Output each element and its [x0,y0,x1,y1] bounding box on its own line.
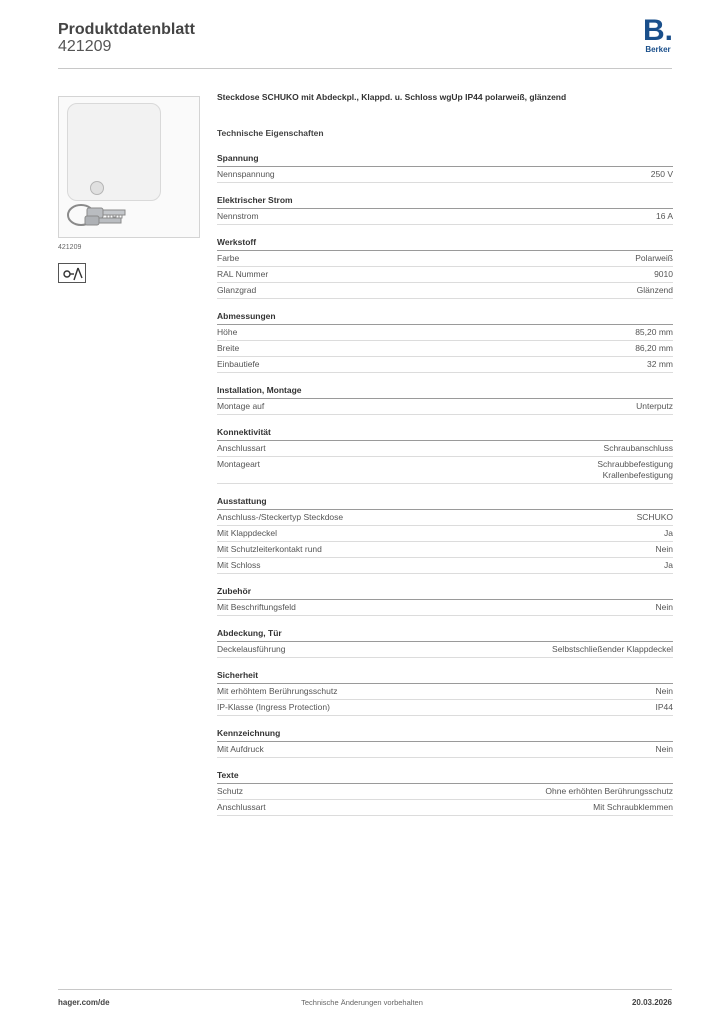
spec-value [647,359,673,370]
spec-row [217,267,673,283]
spec-value-line: 86,20 mm [635,343,673,353]
spec-label: Einbautiefe [217,359,260,369]
spec-value-line: Nein [655,686,673,696]
spec-row [217,357,673,373]
spec-value [635,343,673,354]
spec-label: Anschluss-/Steckertyp Steckdose [217,512,344,522]
spec-value-line: Mit Schraubklemmen [593,802,673,812]
spec-value [656,211,673,222]
spec-value [656,686,673,697]
spec-value [552,644,673,655]
spec-row [217,510,673,526]
section-title: Ausstattung [217,492,673,510]
spec-value [656,544,673,555]
brand-logo [641,14,675,54]
spec-value-line: Ohne erhöhten Berührungsschutz [545,786,673,796]
section-title: Zubehör [217,582,673,600]
spec-value [664,560,673,571]
keys-icon [63,201,133,231]
spec-label: Montage auf [217,401,265,411]
footer-disclaimer: Technische Änderungen vorbehalten [301,998,423,1007]
spec-value-line: Glänzend [636,285,673,295]
spec-value-line: 250 V [650,169,673,179]
spec-row [217,441,673,457]
section-title: Kennzeichnung [217,724,673,742]
spec-value [597,459,673,481]
spec-value-line: 85,20 mm [635,327,673,337]
spec-label: Glanzgrad [217,285,257,295]
spec-row [217,167,673,183]
spec-section [217,233,673,299]
tech-properties-heading: Technische Eigenschaften [217,128,324,138]
spec-section [217,191,673,225]
spec-row [217,600,673,616]
spec-value-line: SCHUKO [636,512,673,522]
spec-value-line: Selbstschließender Klappdeckel [552,644,673,654]
page-title: Produktdatenblatt [58,21,195,38]
spec-label: Mit Klappdeckel [217,528,278,538]
spec-section [217,149,673,183]
spec-value [637,285,673,296]
spec-value-line: Krallenbefestigung [602,470,673,480]
spec-label: Mit Schloss [217,560,261,570]
spec-section [217,624,673,658]
spec-value-line: Schraubbefestigung [597,459,673,469]
spec-row [217,209,673,225]
spec-label: Montageart [217,459,260,469]
footer-website: hager.com/de [58,998,110,1007]
key-lock-icon [58,263,86,283]
spec-row [217,700,673,716]
spec-value [654,269,673,280]
section-title: Werkstoff [217,233,673,251]
spec-row [217,642,673,658]
section-title: Elektrischer Strom [217,191,673,209]
section-title: Abdeckung, Tür [217,624,673,642]
spec-value-line: 9010 [654,269,673,279]
header-divider [58,68,672,69]
spec-label: Höhe [217,327,238,337]
spec-value [656,702,674,713]
spec-row [217,742,673,758]
spec-section [217,582,673,616]
spec-row [217,325,673,341]
spec-value [636,401,673,412]
product-number: 421209 [58,38,112,55]
keyhole-icon [90,181,104,195]
spec-label: Anschlussart [217,802,266,812]
spec-sections [217,149,673,816]
spec-value [545,786,673,797]
spec-row [217,800,673,816]
spec-section [217,666,673,716]
spec-value [635,327,673,338]
spec-section [217,307,673,373]
spec-row [217,784,673,800]
spec-value-line: 16 A [655,211,673,221]
spec-value-line: Schraubanschluss [603,443,673,453]
spec-label: Mit Beschriftungsfeld [217,602,296,612]
spec-label: Nennspannung [217,169,275,179]
spec-row [217,457,673,484]
spec-value-line: IP44 [655,702,673,712]
spec-row [217,542,673,558]
product-image [58,96,200,238]
spec-row [217,283,673,299]
spec-value [635,253,673,264]
spec-label: IP-Klasse (Ingress Protection) [217,702,330,712]
spec-value [656,602,673,613]
spec-label: Farbe [217,253,240,263]
spec-row [217,526,673,542]
spec-value-line: Nein [655,744,673,754]
spec-section [217,724,673,758]
spec-label: Mit Aufdruck [217,744,264,754]
spec-value [656,744,673,755]
spec-value [664,528,673,539]
spec-value [593,802,673,813]
spec-value-line: Unterputz [636,401,673,411]
footer-divider [58,989,672,990]
section-title: Texte [217,766,673,784]
spec-section [217,492,673,574]
section-title: Abmessungen [217,307,673,325]
spec-label: Mit Schutzleiterkontakt rund [217,544,322,554]
section-title: Sicherheit [217,666,673,684]
spec-value-line: Nein [655,544,673,554]
section-title: Spannung [217,149,673,167]
spec-row [217,684,673,700]
spec-value-line: Ja [664,560,673,570]
spec-label: Breite [217,343,240,353]
spec-section [217,381,673,415]
spec-label: Schutz [217,786,243,796]
spec-label: RAL Nummer [217,269,269,279]
spec-value-line: Nein [655,602,673,612]
product-description: Steckdose SCHUKO mit Abdeckpl., Klappd. u. Schloss wgUp IP44 polarweiß, glänzend [217,92,567,102]
spec-row [217,399,673,415]
spec-row [217,341,673,357]
spec-label: Nennstrom [217,211,259,221]
spec-label: Anschlussart [217,443,266,453]
spec-value [651,169,673,180]
spec-row [217,251,673,267]
footer-date: 20.03.2026 [631,998,672,1007]
spec-value-line: 32 mm [647,359,673,369]
socket-cover [67,103,161,201]
spec-label: Mit erhöhtem Berührungsschutz [217,686,338,696]
logo-name: Berker [645,45,671,54]
spec-value [604,443,673,454]
spec-value-line: Polarweiß [635,253,673,263]
image-caption: 421209 [58,244,82,251]
spec-row [217,558,673,574]
product-details [217,91,673,824]
spec-value [637,512,673,523]
spec-label: Deckelausführung [217,644,286,654]
spec-section [217,766,673,816]
section-title: Konnektivität [217,423,673,441]
spec-section [217,423,673,484]
spec-value-line: Ja [664,528,673,538]
section-title: Installation, Montage [217,381,673,399]
logo-mark: B. [643,14,673,47]
